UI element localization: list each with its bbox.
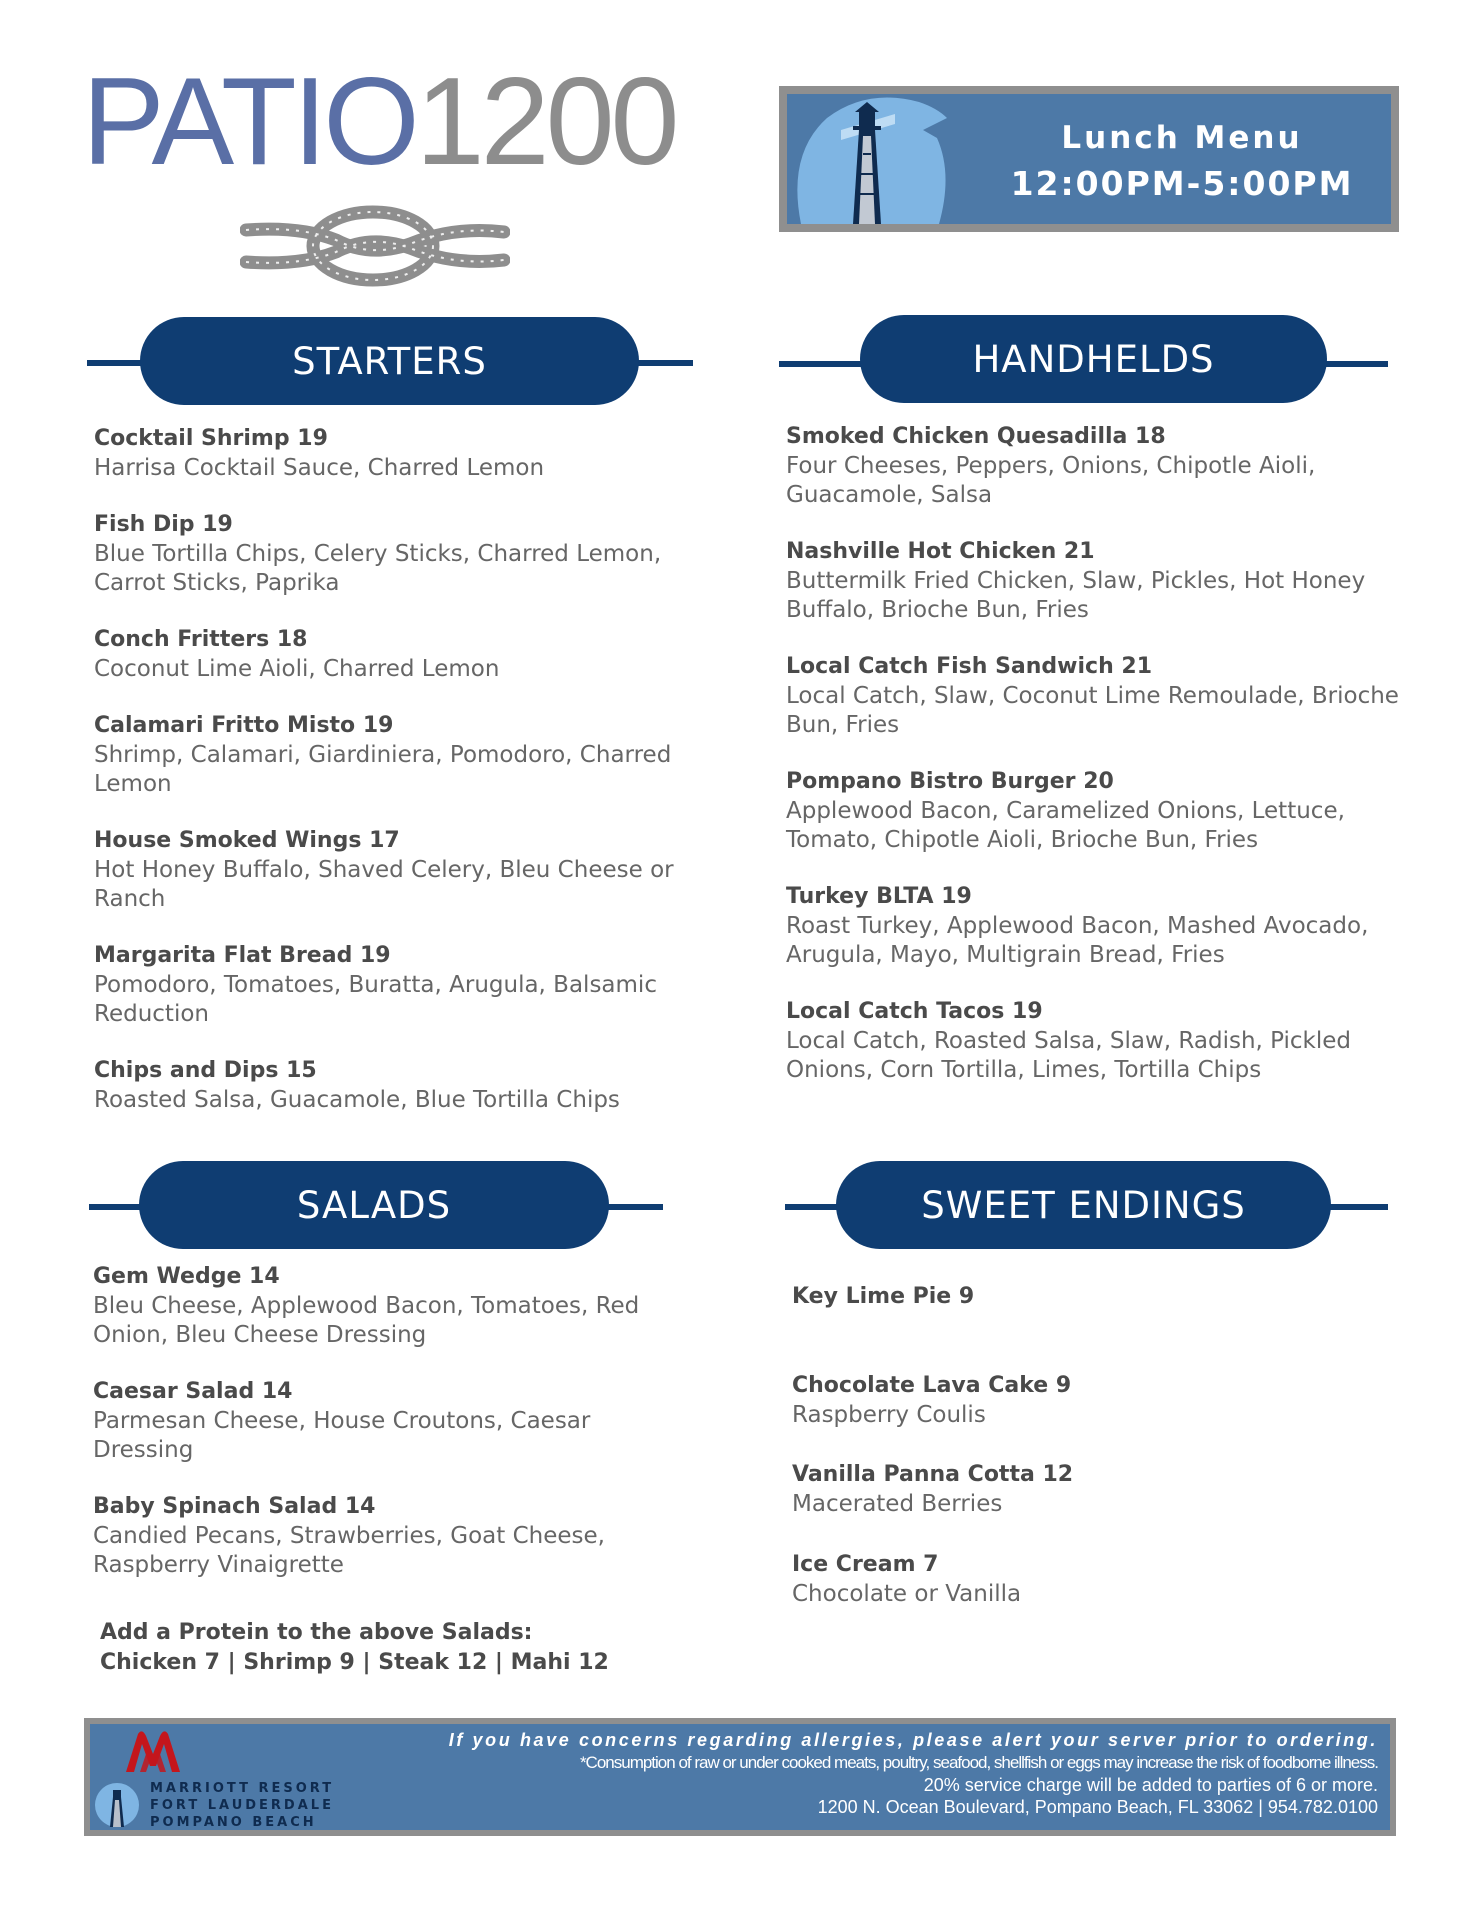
item-name: Pompano Bistro Burger 20 — [786, 769, 1114, 794]
starters-list — [94, 424, 694, 1142]
item-description: Candied Pecans, Strawberries, Goat Cheese, Raspberry Vinaigrette — [93, 1523, 605, 1578]
footer-notices — [449, 1728, 1378, 1818]
item-description: Chocolate or Vanilla — [792, 1581, 1022, 1607]
brand-line: MARRIOTT RESORT — [150, 1781, 335, 1796]
lunch-menu-title: Lunch Menu — [1061, 120, 1303, 156]
starters-header: STARTERS — [140, 317, 639, 405]
item-name: Turkey BLTA 19 — [786, 884, 972, 909]
item-name: Key Lime Pie 9 — [792, 1284, 975, 1309]
salads-list — [93, 1262, 663, 1607]
item-description: Applewood Bacon, Caramelized Onions, Lettuce, Tomato, Chipotle Aioli, Brioche Bun, Fries — [786, 798, 1345, 853]
item-description: Four Cheeses, Peppers, Onions, Chipotle Aioli, Guacamole, Salsa — [786, 453, 1316, 508]
item-name: Smoked Chicken Quesadilla 18 — [786, 424, 1166, 449]
item-name: Ice Cream 7 — [792, 1552, 939, 1577]
protein-addon — [100, 1618, 609, 1678]
handhelds-list — [786, 422, 1406, 1112]
item-description: Coconut Lime Aioli, Charred Lemon — [94, 656, 500, 682]
item-name: Local Catch Fish Sandwich 21 — [786, 654, 1153, 679]
item-name: Local Catch Tacos 19 — [786, 999, 1043, 1024]
menu-item — [792, 1460, 1073, 1519]
item-description: Macerated Berries — [792, 1491, 1003, 1517]
item-name: Gem Wedge 14 — [93, 1264, 280, 1289]
menu-item — [786, 422, 1406, 510]
protein-addon-options: Chicken 7 | Shrimp 9 | Steak 12 | Mahi 12 — [100, 1650, 609, 1675]
lunch-menu-banner — [779, 86, 1399, 232]
sweet-endings-header: SWEET ENDINGS — [836, 1161, 1331, 1249]
item-name: Fish Dip 19 — [94, 512, 233, 537]
salads-header: SALADS — [139, 1161, 609, 1249]
menu-item — [786, 997, 1406, 1085]
consumption-warning: *Consumption of raw or under cooked meats, poultry, seafood, shellfish or eggs may increase the risk of foodborne illness. — [579, 1753, 1378, 1772]
rope-knot-icon — [240, 200, 510, 290]
item-name: Vanilla Panna Cotta 12 — [792, 1462, 1074, 1487]
lunch-hours: 12:00PM-5:00PM — [1010, 164, 1354, 203]
brand-line: POMPANO BEACH — [150, 1815, 317, 1830]
menu-item — [94, 424, 694, 483]
brand-line: FORT LAUDERDALE — [150, 1798, 334, 1813]
resort-brand-name — [150, 1780, 334, 1830]
logo-word: PATIO — [82, 53, 416, 191]
handhelds-header: HANDHELDS — [860, 315, 1327, 403]
item-description: Shrimp, Calamari, Giardiniera, Pomodoro, Charred Lemon — [94, 742, 672, 797]
menu-item — [94, 510, 694, 598]
item-description: Parmesan Cheese, House Croutons, Caesar Dressing — [93, 1408, 591, 1463]
menu-item — [786, 652, 1406, 740]
menu-item — [94, 826, 694, 914]
footer-banner — [84, 1718, 1396, 1836]
menu-item — [93, 1492, 663, 1580]
service-charge-notice: 20% service charge will be added to parties of 6 or more. — [923, 1775, 1378, 1795]
menu-item — [94, 941, 694, 1029]
menu-item — [94, 711, 694, 799]
item-name: Baby Spinach Salad 14 — [93, 1494, 376, 1519]
item-description: Bleu Cheese, Applewood Bacon, Tomatoes, Red Onion, Bleu Cheese Dressing — [93, 1293, 640, 1348]
item-description: Pomodoro, Tomatoes, Buratta, Arugula, Balsamic Reduction — [94, 972, 657, 1027]
item-description: Raspberry Coulis — [792, 1402, 986, 1428]
item-description: Local Catch, Roasted Salsa, Slaw, Radish, Pickled Onions, Corn Tortilla, Limes, Tortilla Chips — [786, 1028, 1352, 1083]
menu-item — [94, 1056, 694, 1115]
menu-item — [786, 767, 1406, 855]
item-name: Chocolate Lava Cake 9 — [792, 1373, 1072, 1398]
menu-item — [792, 1371, 1071, 1430]
item-name: Cocktail Shrimp 19 — [94, 426, 328, 451]
marriott-logo-icon — [122, 1728, 184, 1774]
item-name: Chips and Dips 15 — [94, 1058, 317, 1083]
item-name: Caesar Salad 14 — [93, 1379, 293, 1404]
item-name: Calamari Fritto Misto 19 — [94, 713, 394, 738]
address-phone: 1200 N. Ocean Boulevard, Pompano Beach, FL 33062 | 954.782.0100 — [817, 1797, 1378, 1817]
menu-item — [94, 625, 694, 684]
restaurant-logo — [82, 53, 676, 191]
protein-addon-title: Add a Protein to the above Salads: — [100, 1620, 533, 1645]
menu-item — [786, 882, 1406, 970]
lighthouse-icon — [787, 94, 967, 224]
item-description: Roasted Salsa, Guacamole, Blue Tortilla Chips — [94, 1087, 620, 1113]
item-name: House Smoked Wings 17 — [94, 828, 400, 853]
menu-item — [93, 1377, 663, 1465]
item-name: Conch Fritters 18 — [94, 627, 308, 652]
item-description: Roast Turkey, Applewood Bacon, Mashed Avocado, Arugula, Mayo, Multigrain Bread, Fries — [786, 913, 1369, 968]
menu-item — [792, 1282, 974, 1312]
item-description: Blue Tortilla Chips, Celery Sticks, Charred Lemon, Carrot Sticks, Paprika — [94, 541, 662, 596]
menu-item — [786, 537, 1406, 625]
item-description: Local Catch, Slaw, Coconut Lime Remoulade, Brioche Bun, Fries — [786, 683, 1399, 738]
item-name: Margarita Flat Bread 19 — [94, 943, 391, 968]
lighthouse-small-icon — [92, 1780, 142, 1830]
logo-number: 1200 — [415, 53, 676, 191]
menu-item — [93, 1262, 663, 1350]
item-description: Harrisa Cocktail Sauce, Charred Lemon — [94, 455, 545, 481]
item-name: Nashville Hot Chicken 21 — [786, 539, 1095, 564]
item-description: Hot Honey Buffalo, Shaved Celery, Bleu Cheese or Ranch — [94, 857, 674, 912]
allergy-notice: If you have concerns regarding allergies, please alert your server prior to ordering. — [448, 1730, 1378, 1750]
menu-item — [792, 1550, 1021, 1609]
item-description: Buttermilk Fried Chicken, Slaw, Pickles, Hot Honey Buffalo, Brioche Bun, Fries — [786, 568, 1366, 623]
